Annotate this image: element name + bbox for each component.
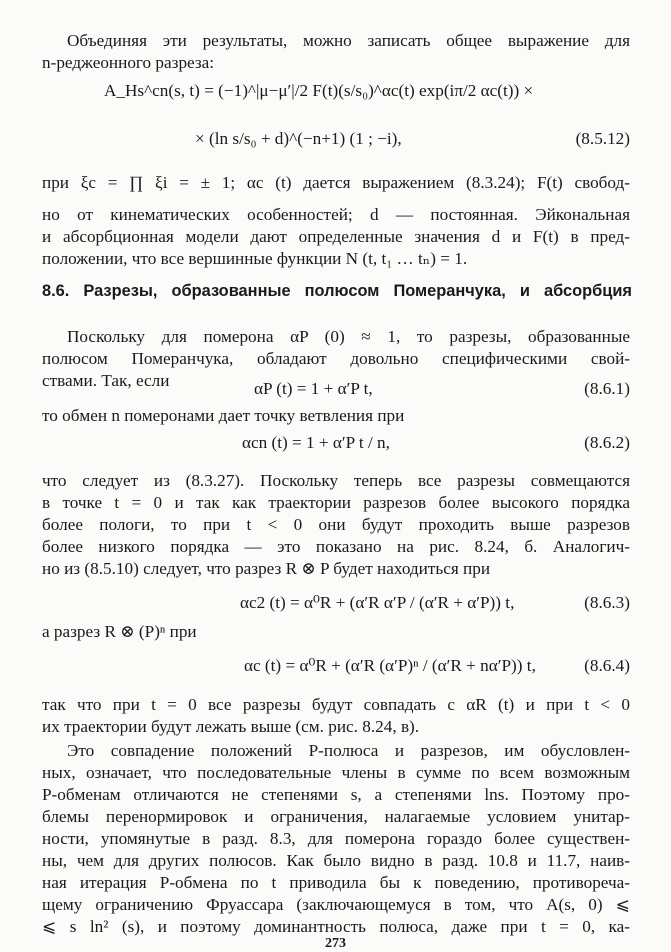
text-line: но от кинематических особенностей; d — постоянная. Эйкональная [42,205,630,224]
text-line: ны, чем для других полюсов. Как было видно в разд. 10.8 и 11.7, наив- [42,851,630,870]
text-line: положении, что все вершинные функции N (t, t₁ … tₙ) = 1. [42,249,468,268]
equation-number: (8.5.12) [575,129,630,148]
text-line: блемы перенормировок и ограничения, налагаемые условием унитар- [42,807,630,826]
text-line: P-обменам отличаются не степенями s, а степенями lns. Поэтому про- [42,785,630,804]
text-line: Поскольку для померона αP (0) ≈ 1, то разрезы, образованные [67,327,630,346]
text-line: то обмен n померонами дает точку ветвления при [42,406,405,425]
text-line: ности, упомянутые в разд. 8.3, для померона гораздо более существен- [42,829,630,848]
equation-8-6-4: αc (t) = α⁰R + (α′R (α′P)ⁿ / (α′R + nα′P)) t, [244,656,536,675]
page-number: 273 [325,936,346,951]
text-line: при ξc = ∏ ξi = ± 1; αc (t) дается выражением (8.3.24); F(t) свобод- [42,173,630,192]
text-line: так что при t = 0 все разрезы будут совпадать с αR (t) и при t < 0 [42,695,630,714]
section-heading: 8.6. Разрезы, образованные полюсом Померанчука, и абсорбция [42,282,632,300]
text-line: ствами. Так, если [42,371,170,390]
text-line: но из (8.5.10) следует, что разрез R ⊗ P будет находиться при [42,559,491,578]
equation-8-5-12-part1: A_Hs^cn(s, t) = (−1)^|μ−μ′|/2 F(t)(s/s₀)^αc(t) exp(iπ/2 αc(t)) × [104,81,534,100]
equation-number: (8.6.4) [584,656,630,675]
equation-number: (8.6.1) [584,379,630,398]
equation-number: (8.6.2) [584,433,630,452]
text-line: ⩽ s ln² (s), и поэтому доминантность полюса, даже при t = 0, ка- [42,917,630,936]
equation-8-6-1: αP (t) = 1 + α′P t, [254,379,373,398]
text-line: Это совпадение положений P-полюса и разрезов, им обусловлен- [67,741,630,760]
text-line: ных, означает, что последовательные члены в сумме по всем возможным [42,763,630,782]
text-line: более пологи, то при t < 0 они будут проходить выше разрезов [42,515,630,534]
text-line: более низкого порядка — это показано на рис. 8.24, б. Аналогич- [42,537,630,556]
text-line: Объединяя эти результаты, можно записать общее выражение для [67,31,630,50]
equation-8-6-3: αc2 (t) = α⁰R + (α′R α′P / (α′R + α′P)) t, [240,593,515,612]
equation-number: (8.6.3) [584,593,630,612]
text-line: щему ограничению Фруассара (заключающемуся в том, что A(s, 0) ⩽ [42,895,630,914]
text-line: что следует из (8.3.27). Поскольку теперь все разрезы совмещаются [42,471,630,490]
text-line: их траектории будут лежать выше (см. рис. 8.24, в). [42,717,420,736]
text-line: ная итерация P-обмена по t приводила бы к поведению, противоречa- [42,873,630,892]
text-line: полюсом Померанчука, обладают довольно специфическими свой- [42,349,630,368]
text-line: а разрез R ⊗ (P)ⁿ при [42,622,197,641]
equation-8-6-2: αcn (t) = 1 + α′P t / n, [242,433,390,452]
text-line: n-реджеонного разреза: [42,53,215,72]
equation-8-5-12-part2: × (ln s/s₀ + d)^(−n+1) (1 ; −i), [195,129,402,148]
text-line: и абсорбционная модели дают определенные значения d и F(t) в пред- [42,227,630,246]
text-line: в точке t = 0 и так как траектории разрезов более высокого порядка [42,493,630,512]
